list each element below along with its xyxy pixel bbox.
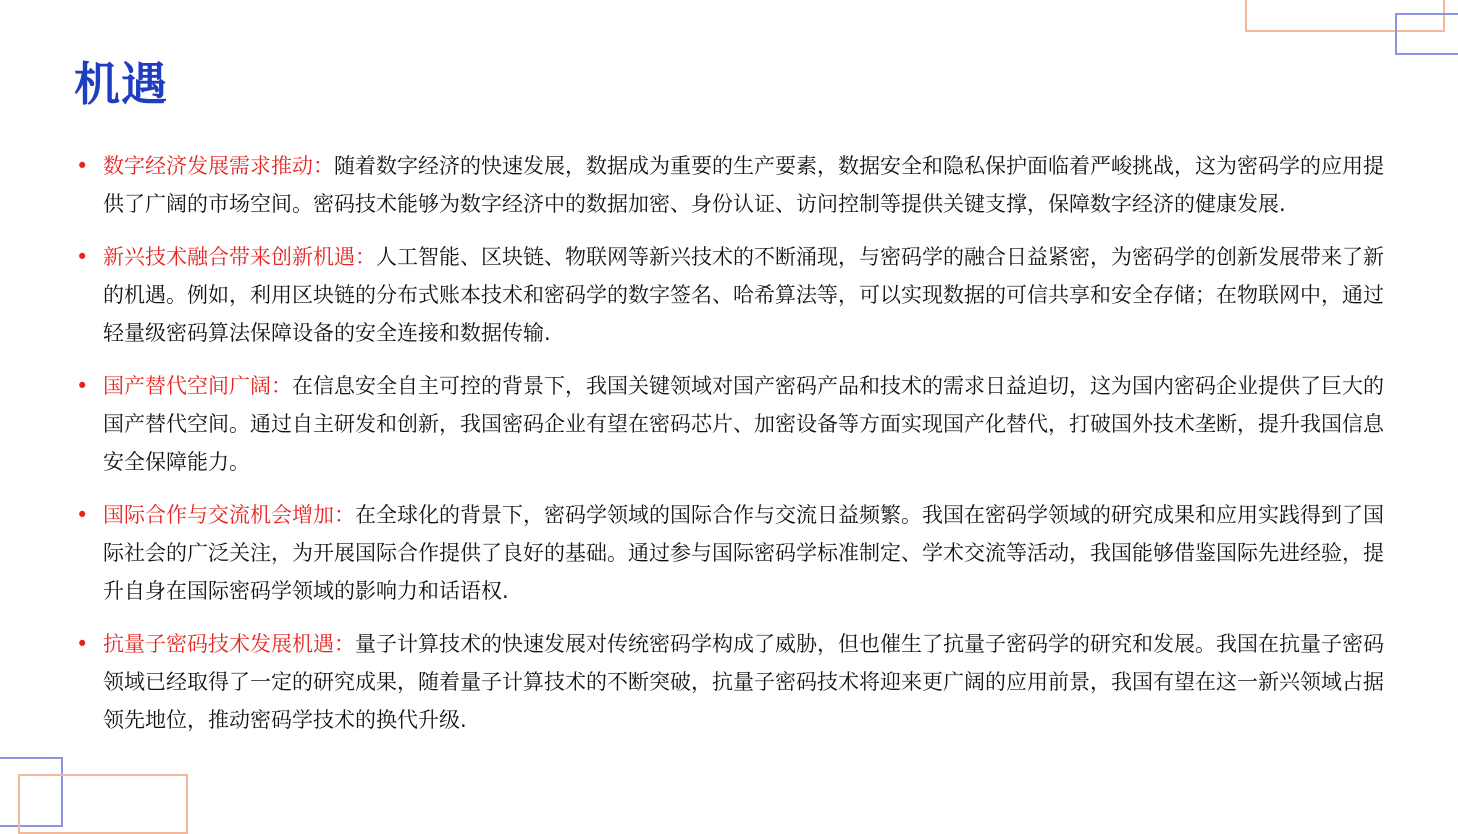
item-heading: 国际合作与交流机会增加：: [103, 503, 355, 527]
opportunity-list: [76, 147, 1403, 754]
bullet-icon: •: [76, 154, 89, 178]
page-title: 机遇: [74, 57, 168, 111]
bullet-icon: •: [76, 245, 89, 269]
corner-decoration-blue-top-right: [1395, 13, 1458, 55]
list-item: [76, 147, 1403, 223]
bullet-icon: •: [76, 632, 89, 656]
list-item: [76, 238, 1403, 352]
bullet-icon: •: [76, 503, 89, 527]
list-item: [76, 367, 1403, 481]
item-text: 人工智能、区块链、物联网等新兴技术的不断涌现，与密码学的融合日益紧密，为密码学的创新发展带来了新的机遇。例如，利用区块链的分布式账本技术和密码学的数字签名、哈希算法等，可以实现数据的可信共享和安全存储；在物联网中，通过轻量级密码算法保障设备的安全连接和数据传输.: [103, 245, 1384, 345]
bullet-icon: •: [76, 374, 89, 398]
list-item: [76, 496, 1403, 610]
item-text: 在全球化的背景下，密码学领域的国际合作与交流日益频繁。我国在密码学领域的研究成果和应用实践得到了国际社会的广泛关注，为开展国际合作提供了良好的基础。通过参与国际密码学标准制定、学术交流等活动，我国能够借鉴国际先进经验，提升自身在国际密码学领域的影响力和话语权.: [103, 503, 1384, 603]
item-heading: 抗量子密码技术发展机遇：: [103, 632, 355, 656]
item-text: 随着数字经济的快速发展，数据成为重要的生产要素，数据安全和隐私保护面临着严峻挑战，这为密码学的应用提供了广阔的市场空间。密码技术能够为数字经济中的数据加密、身份认证、访问控制等提供关键支撑，保障数字经济的健康发展.: [103, 154, 1384, 216]
item-heading: 数字经济发展需求推动：: [103, 154, 334, 178]
corner-decoration-orange-bottom-left: [18, 774, 188, 834]
list-item: [76, 625, 1403, 739]
item-text: 在信息安全自主可控的背景下，我国关键领域对国产密码产品和技术的需求日益迫切，这为国内密码企业提供了巨大的国产替代空间。通过自主研发和创新，我国密码企业有望在密码芯片、加密设备等方面实现国产化替代，打破国外技术垄断，提升我国信息安全保障能力。: [103, 374, 1384, 474]
item-text: 量子计算技术的快速发展对传统密码学构成了威胁，但也催生了抗量子密码学的研究和发展。我国在抗量子密码领域已经取得了一定的研究成果，随着量子计算技术的不断突破，抗量子密码技术将迎来更广阔的应用前景，我国有望在这一新兴领域占据领先地位，推动密码学技术的换代升级.: [103, 632, 1384, 732]
item-heading: 国产替代空间广阔：: [103, 374, 292, 398]
item-heading: 新兴技术融合带来创新机遇：: [103, 245, 376, 269]
